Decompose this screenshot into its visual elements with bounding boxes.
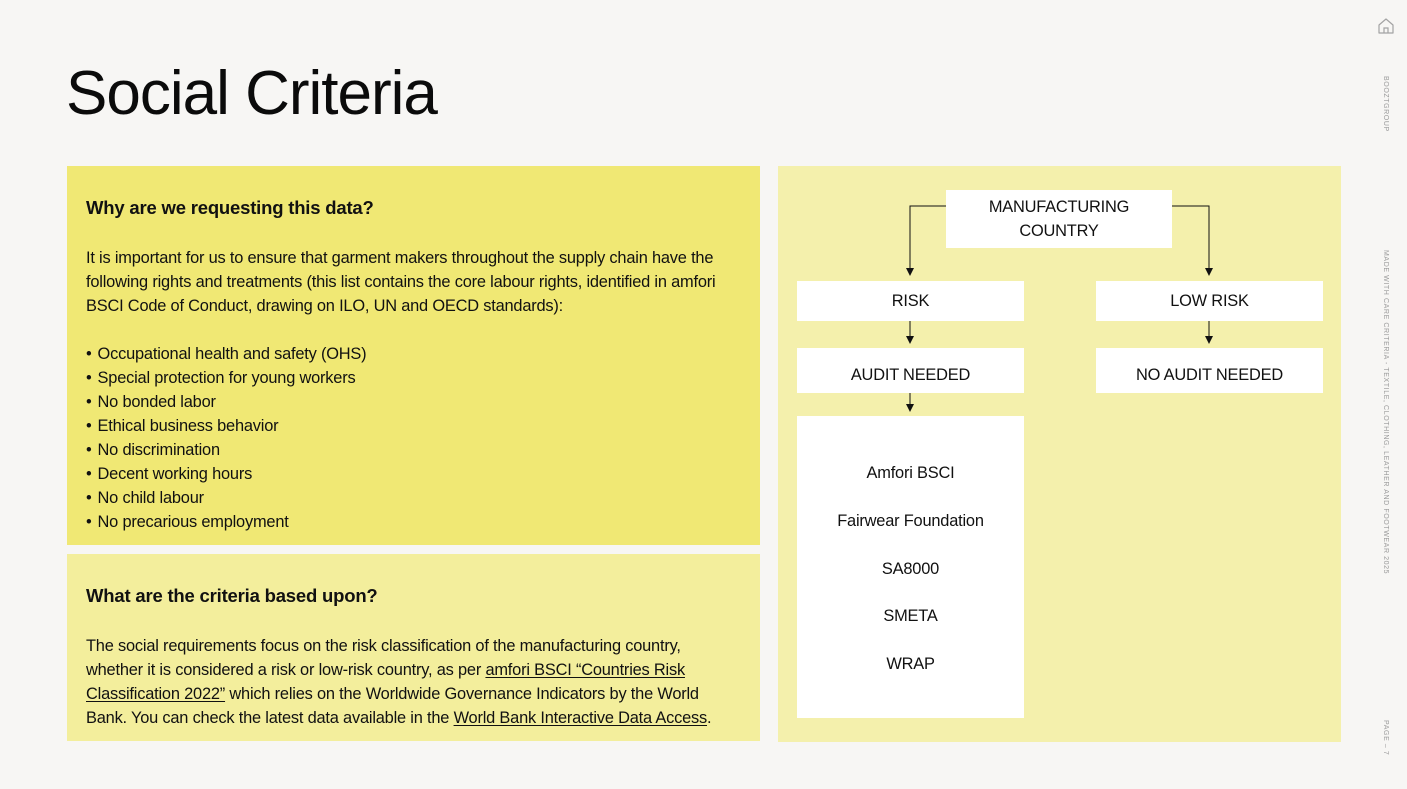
list-item: • Special protection for young workers: [86, 366, 741, 390]
amfori-risk-classification-link[interactable]: amfori BSCI “Countries Risk Classification 2022”: [86, 661, 685, 703]
criteria-text-part: .: [707, 709, 712, 727]
list-item: • No precarious employment: [86, 510, 741, 534]
rights-list: [86, 342, 741, 534]
document-title-label: MADE WITH CARE CRITERIA - TEXTILE, CLOTHING, LEATHER AND FOOTWEAR 2025: [1382, 250, 1389, 575]
audit-scheme-item: SA8000: [881, 559, 940, 578]
page-title: Social Criteria: [66, 59, 437, 128]
no-audit-needed-box: NO AUDIT NEEDED: [1096, 348, 1323, 393]
manufacturing-country-box: [946, 190, 1172, 248]
criteria-heading: What are the criteria based upon?: [86, 585, 378, 606]
audit-scheme-item: WRAP: [886, 655, 935, 674]
list-item: • No discrimination: [86, 438, 741, 462]
connector-to-risk: [910, 206, 946, 272]
list-item: • Decent working hours: [86, 462, 741, 486]
audit-scheme-item: Amfori BSCI: [866, 464, 955, 482]
world-bank-data-link[interactable]: World Bank Interactive Data Access: [453, 709, 708, 727]
criteria-text-part: which relies on the Worldwide Governance Indicators by the World Bank. You can check the latest data available in the: [86, 685, 699, 727]
audit-scheme-item: Fairwear Foundation: [837, 511, 984, 530]
connector-to-low-risk: [1172, 206, 1209, 272]
criteria-text-part: The social requirements focus on the risk classification of the manufacturing country, whether it is considered a risk or low-risk country, as per: [86, 637, 681, 679]
risk-box: RISK: [797, 281, 1024, 321]
list-item: • Occupational health and safety (OHS): [86, 342, 741, 366]
why-heading: Why are we requesting this data?: [86, 197, 374, 218]
flowchart-panel: [778, 166, 1341, 742]
audit-schemes-box: [797, 416, 1024, 718]
home-icon[interactable]: [1377, 17, 1395, 40]
low-risk-box: LOW RISK: [1096, 281, 1323, 321]
why-intro: It is important for us to ensure that garment makers throughout the supply chain have the following rights and treatments (this list contains the core labour rights, identified in amfori BSCI Code of Conduct, drawing on ILO, UN and OECD standards):: [86, 249, 716, 315]
root-line-2: COUNTRY: [1019, 222, 1099, 240]
brand-label: BOOZTGROUP: [1382, 76, 1389, 132]
audit-needed-box: AUDIT NEEDED: [797, 348, 1024, 393]
list-item: • No child labour: [86, 486, 741, 510]
root-line-1: MANUFACTURING: [988, 198, 1130, 216]
list-item: • Ethical business behavior: [86, 414, 741, 438]
audit-scheme-item: SMETA: [883, 607, 938, 626]
why-panel: [67, 166, 760, 545]
criteria-text: [86, 634, 741, 730]
list-item: • No bonded labor: [86, 390, 741, 414]
criteria-panel: [67, 554, 760, 741]
page-number-label: PAGE – 7: [1382, 720, 1389, 756]
